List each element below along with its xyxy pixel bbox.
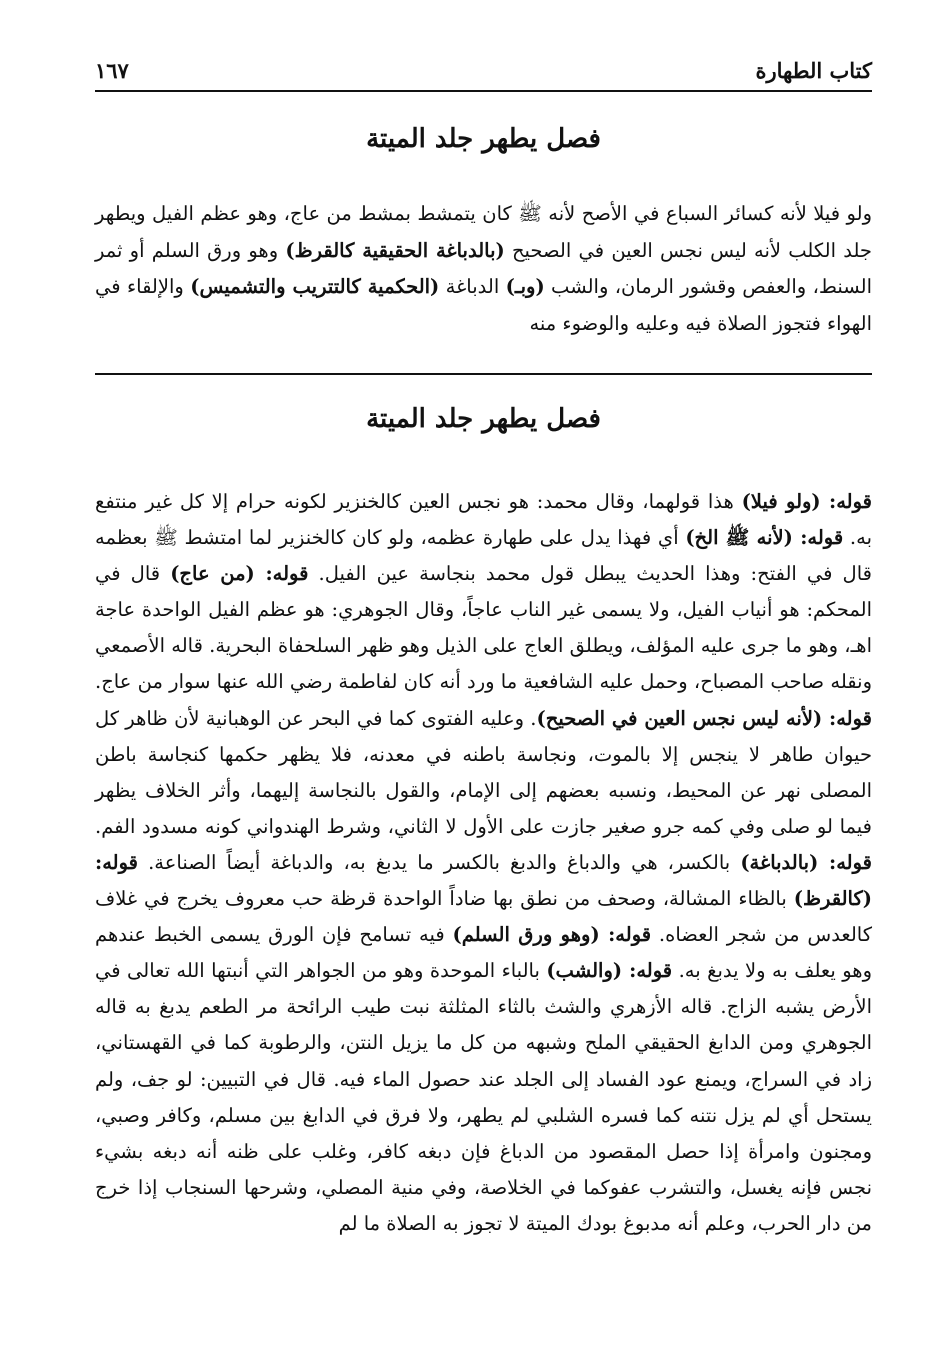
matn-bold-3: (الحكمية كالتتريب والتشميس) bbox=[190, 275, 440, 298]
sharh-text-7: فيه تسامح فإن الورق يسمى الخبط عندهم وهو يعلف به ولا يدبغ به. bbox=[95, 923, 872, 983]
sharh-text-6: بالظاء المشالة، وصحف من نطق بها ضاداً الواحدة قرظة حب معروف يخرج في غلاف كالعدس من شجر العضاه. bbox=[95, 887, 872, 947]
section-divider bbox=[95, 373, 872, 375]
matn-text-4: والإلقاء في الهواء فتجوز الصلاة فيه وعليه والوضوء منه bbox=[95, 275, 872, 335]
qawluh-6: قوله: (كالقرظ) bbox=[95, 850, 872, 911]
running-header bbox=[95, 52, 872, 88]
sharh-heading: فصل يطهر جلد الميتة bbox=[366, 404, 601, 434]
matn-text-2: وهو ورق السلم أو ثمر السنط، والعفص وقشور الرمان، والشب bbox=[95, 238, 873, 298]
sharh-text bbox=[95, 484, 872, 1242]
matn-text-1: ولو فيلا لأنه كسائر السباع في الأصح لأنه ﷺ كان يتمشط بمشط من عاج، وهو عظم الفيل ويطهر جلد الكلب لأنه ليس نجس العين في الصحيح bbox=[95, 202, 872, 262]
page-number: ١٦٧ bbox=[95, 57, 129, 83]
qawluh-8: قوله: (والشب) bbox=[546, 959, 673, 983]
sharh-text-1: هذا قولهما، وقال محمد: هو نجس العين كالخنزير لكونه حرام إلا كل غير منتفع به. bbox=[95, 490, 872, 550]
qawluh-2: قوله: (لأنه ﷺ الخ) bbox=[685, 526, 844, 550]
sharh-text-5: بالكسر، هي والدباغ والدبغ بالكسر ما يدبغ به، والدباغة أيضاً الصناعة. bbox=[138, 850, 741, 874]
qawluh-3: قوله: (من عاج) bbox=[170, 562, 309, 586]
matn-text bbox=[95, 196, 872, 342]
qawluh-5: قوله: (بالدباغة) bbox=[740, 850, 872, 874]
matn-text-3: الدباغة bbox=[439, 275, 506, 298]
sharh-text-4: . وعليه الفتوى كما في البحر عن الوهبانية لأن ظاهر كل حيوان طاهر لا ينجس إلا بالموت، ونجاسة باطنه في معدنه، فلا يظهر حكمها كنجاسة باطن المصلى نهر عن المحيط، ونسبه بعضهم إلى الإمام، والقول بالنجاسة إليهما، وأثر الخلاف يظهر فيما لو صلى وفي كمه جرو صغير جازت على الأول لا الثاني، وشرط الهندواني كونه مسدود الفم. bbox=[95, 706, 872, 838]
qawluh-7: قوله: (وهو ورق السلم) bbox=[452, 923, 652, 947]
matn-bold-1: (بالدباغة الحقيقية كالقرظ) bbox=[285, 238, 505, 262]
matn-heading: فصل يطهر جلد الميتة bbox=[366, 124, 601, 154]
sharh-text-2: أي فهذا يدل على طهارة عظمه، ولو كان كالخنزير لما امتشط ﷺ بعظمه قال في الفتح: وهذا الحديث يبطل قول محمد بنجاسة عين الفيل. bbox=[95, 526, 872, 586]
book-title: كتاب الطهارة bbox=[755, 57, 872, 83]
sharh-text-3: قال في المحكم: هو أنياب الفيل، ولا يسمى غير الناب عاجاً، وقال الجوهري: هو عظم الفيل الواحدة عاجة اهـ، وهو ما جرى عليه المؤلف، ويطلق العاج على الذيل وهو ظهر السلحفاة البحرية. قاله الأصمعي ونقله صاحب المصباح، وحمل عليه الشافعية ما ورد أنه كان لفاطمة رضي الله عنها سوار من عاج. bbox=[95, 562, 872, 694]
qawluh-4: قوله: (لأنه ليس نجس العين في الصحيح) bbox=[536, 706, 873, 730]
matn-bold-2: (وبـ) bbox=[505, 275, 545, 298]
qawluh-1: قوله: (ولو فيلا) bbox=[741, 490, 872, 513]
sharh-text-8: بالباء الموحدة وهو من الجواهر التي أنبتها الله تعالى في الأرض يشبه الزاج. قاله الأزهري والشث بالثاء المثلثة نبت طيب الرائحة مر الطعم يدبغ به قاله الجوهري ومن الدابغ الحقيقي الملح وشبهه من كل ما يزيل النتن، والرطوبة كما في القهستاني، زاد في السراج، ويمنع عود الفساد إلى الجلد عند حصول الماء فيه. قال في التبيين: لو جف، ولم يستحل أي لم يزل نتنه كما فسره الشلبي لم يطهر، ولا فرق في الدابغ بين مسلم، وكافر وصبي، ومجنون وامرأة إذا حصل المقصود من الدباغ فإن دبغه كافر، وغلب على ظنه أنه دبغه بشيء نجس فإنه يغسل، والتشرب عفوكما في الخلاصة، وفي منية المصلي، وشرحها السنجاب إذا خرج من دار الحرب، وعلم أنه مدبوغ بودك الميتة لا تجوز به الصلاة ما لم bbox=[95, 959, 872, 1235]
header-rule bbox=[95, 90, 872, 92]
